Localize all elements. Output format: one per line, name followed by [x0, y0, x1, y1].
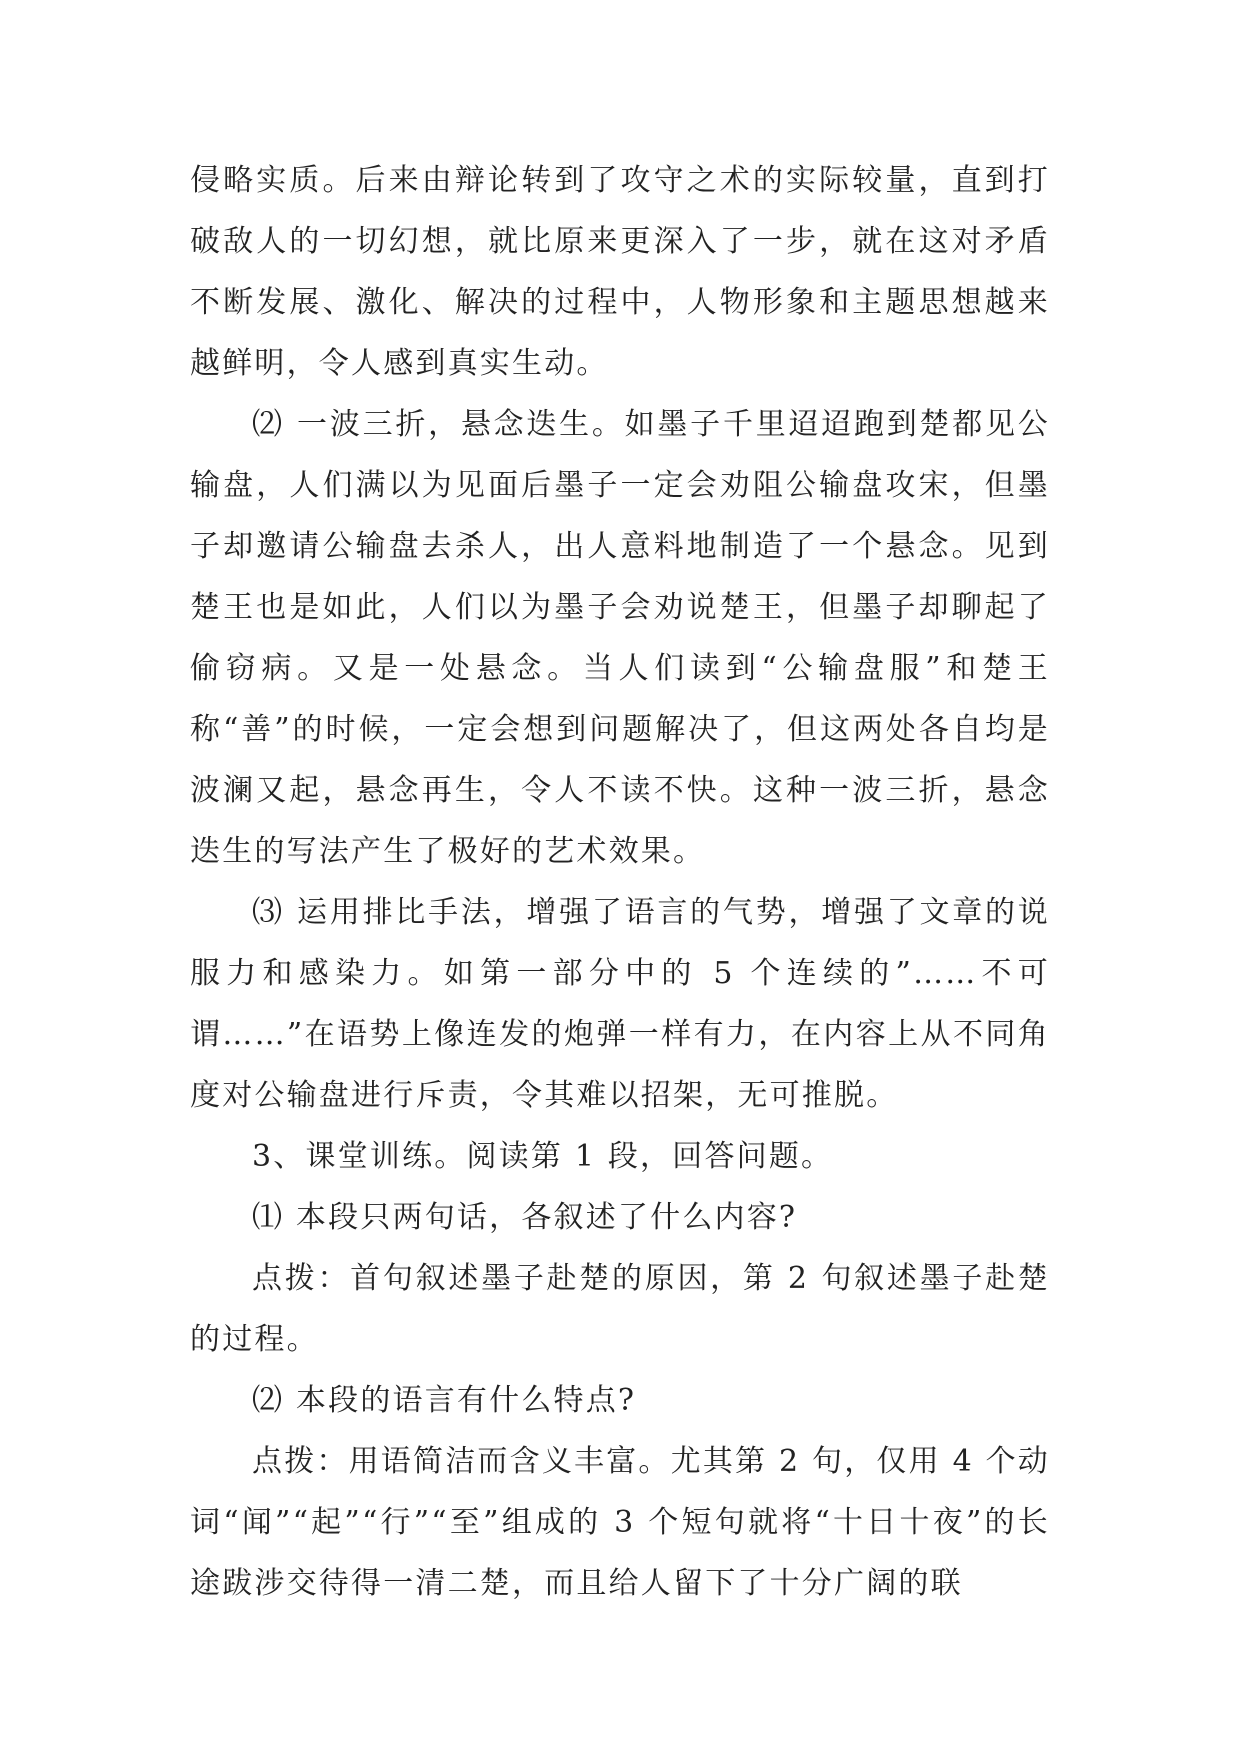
paragraph-point-3: ⑶ 运用排比手法，增强了语言的气势，增强了文章的说服力和感染力。如第一部分中的 5 个连续的”……不可谓……”在语势上像连发的炮弹一样有力，在内容上从不同角度对公输盘进行斥责，令其难以招架，无可推脱。: [190, 895, 1050, 1113]
document-page: [190, 150, 1050, 1614]
paragraph-classroom-training: 3、课堂训练。阅读第 1 段，回答问题。: [252, 1139, 834, 1174]
paragraph-question-2: ⑵ 本段的语言有什么特点?: [252, 1383, 637, 1418]
paragraph-answer-2: 点拨：用语简洁而含义丰富。尤其第 2 句，仅用 4 个动词“闻”“起”“行”“至”组成的 3 个短句就将“十日十夜”的长途跋涉交待得一清二楚，而且给人留下了十分广阔的联: [190, 1444, 1050, 1601]
paragraph-continuation: 侵略实质。后来由辩论转到了攻守之术的实际较量，直到打破敌人的一切幻想，就比原来更深入了一步，就在这对矛盾不断发展、激化、解决的过程中，人物形象和主题思想越来越鲜明，令人感到真实生动。: [190, 163, 1050, 381]
paragraph-question-1: ⑴ 本段只两句话，各叙述了什么内容?: [252, 1200, 798, 1235]
paragraph-answer-1: 点拨：首句叙述墨子赴楚的原因，第 2 句叙述墨子赴楚的过程。: [190, 1261, 1050, 1357]
paragraph-point-2: ⑵ 一波三折，悬念迭生。如墨子千里迢迢跑到楚都见公输盘，人们满以为见面后墨子一定会劝阻公输盘攻宋，但墨子却邀请公输盘去杀人，出人意料地制造了一个悬念。见到楚王也是如此，人们以为墨子会劝说楚王，但墨子却聊起了偷窃病。又是一处悬念。当人们读到“公输盘服”和楚王称“善”的时候，一定会想到问题解决了，但这两处各自均是波澜又起，悬念再生，令人不读不快。这种一波三折，悬念迭生的写法产生了极好的艺术效果。: [190, 407, 1050, 869]
